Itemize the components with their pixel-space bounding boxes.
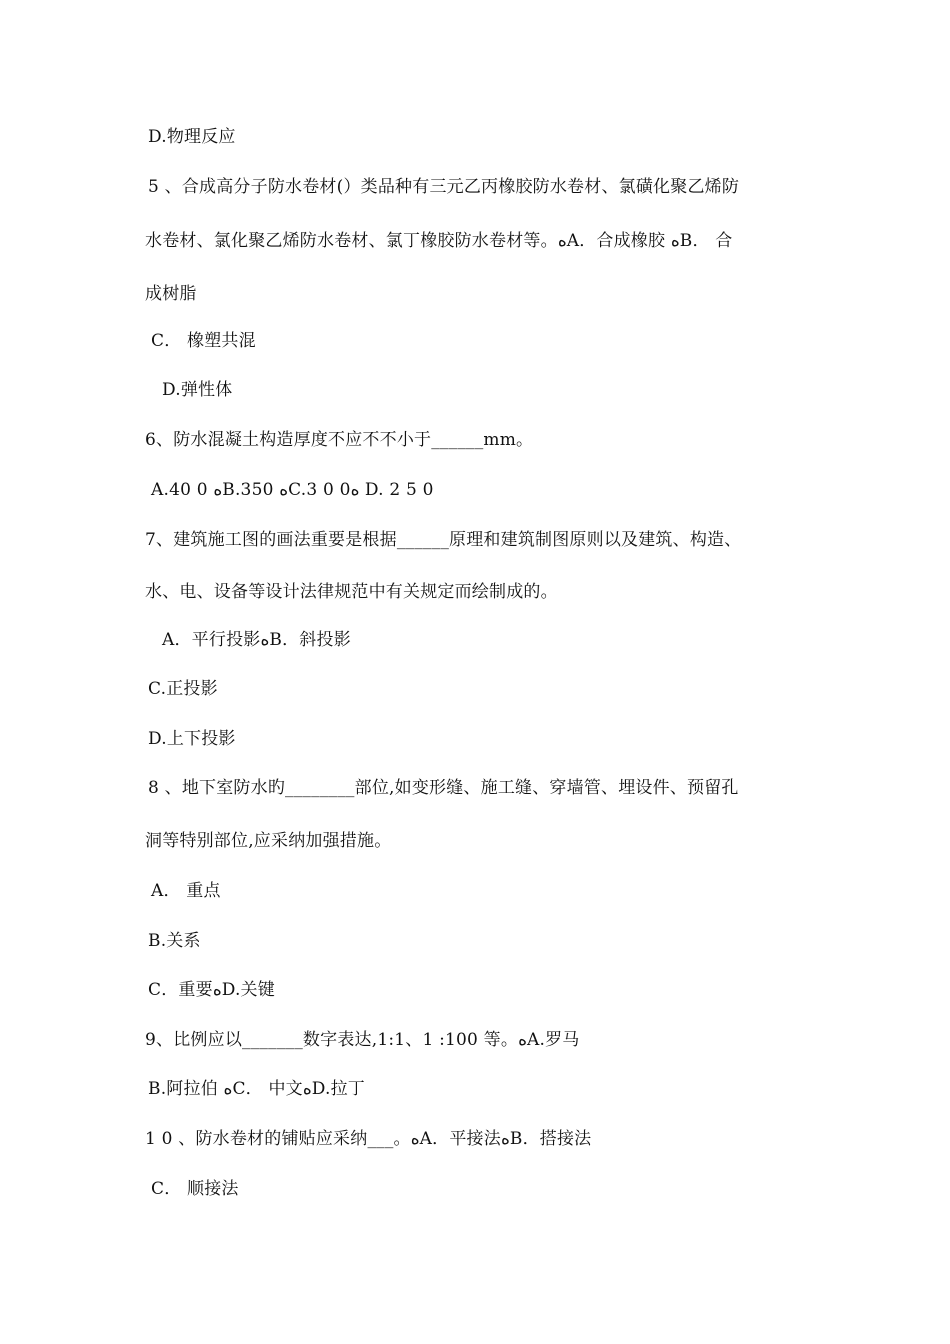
question-10: 1 0 、防水卷材的铺贴应采纳___。ﻩA．平接法ﻩB．搭接法: [145, 1129, 592, 1149]
question-5-line-1: 5 、合成高分子防水卷材(）类品种有三元乙丙橡胶防水卷材、氯磺化聚乙烯防: [148, 177, 740, 197]
question-6-options: A.40 0 ﻩB.350 ﻩC.3 0 0ﻩ D. 2 5 0: [151, 480, 434, 500]
question-8-line-1: 8 、地下室防水旳________部位,如变形缝、施工缝、穿墙管、埋设件、预留孔: [148, 778, 739, 798]
question-5-line-2: 水卷材、氯化聚乙烯防水卷材、氯丁橡胶防水卷材等。ﻩA．合成橡胶 ﻩB． 合: [145, 231, 733, 251]
question-6: 6、防水混凝土构造厚度不应不不小于______mm。: [145, 430, 534, 450]
question-7-line-1: 7、建筑施工图的画法重要是根据______原理和建筑制图原则以及建筑、构造、: [145, 530, 742, 550]
question-8-option-b: B.关系: [148, 931, 201, 951]
question-7-options-ab: A．平行投影ﻩB．斜投影: [162, 630, 351, 650]
option-d-physical-reaction: D.物理反应: [148, 127, 236, 147]
question-7-option-c: C.正投影: [148, 679, 218, 699]
question-5-option-d: D.弹性体: [162, 380, 233, 400]
question-7-option-d: D.上下投影: [148, 729, 236, 749]
question-8-options-cd: C．重要ﻩD.关键: [148, 980, 275, 1000]
question-9: 9、比例应以_______数字表达,1:1、1 :100 等。ﻩA.罗马: [145, 1030, 580, 1050]
question-10-option-c: C． 顺接法: [151, 1179, 239, 1199]
question-5-option-c: C． 橡塑共混: [151, 331, 256, 351]
question-5-line-3: 成树脂: [145, 284, 197, 304]
question-8-line-2: 洞等特别部位,应采纳加强措施。: [145, 831, 392, 851]
question-8-option-a: A． 重点: [151, 881, 221, 901]
question-7-line-2: 水、电、设备等设计法律规范中有关规定而绘制成的。: [145, 582, 558, 602]
question-9-options: B.阿拉伯 ﻩC． 中文ﻩD.拉丁: [148, 1079, 366, 1099]
